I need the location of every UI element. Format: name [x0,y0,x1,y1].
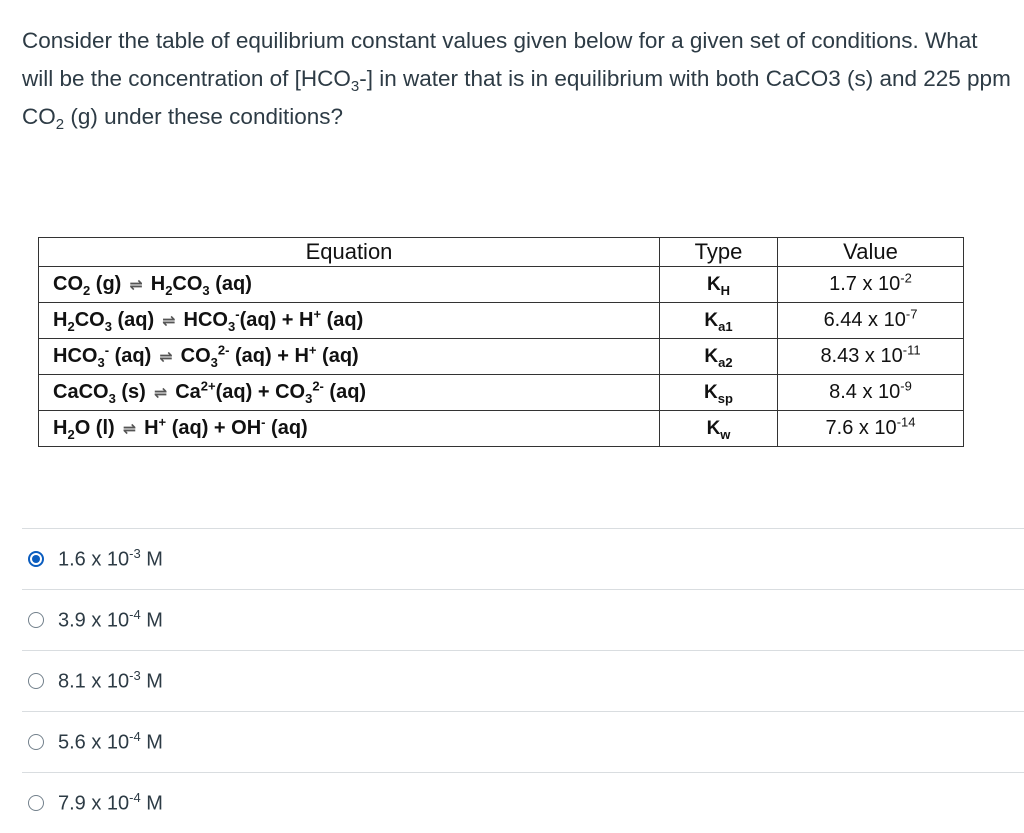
question-part-3: (g) under these conditions? [64,104,344,129]
radio-icon[interactable] [28,673,44,689]
question-text [22,22,1012,136]
question-part-1: Consider the table of equilibrium constant values given below for a given set of conditions. What will be the concentration of [HCO [22,28,978,91]
radio-selected-icon[interactable] [28,551,44,567]
answer-label: 5.6 x $10^{-4}$ M [58,729,163,754]
equation-cell: CaCO$_3$ (s) ⇌ $Ca^{2+}(aq) + CO_3^{2-}$ (aq) [39,375,660,411]
radio-icon[interactable] [28,612,44,628]
table-row [39,303,964,339]
equilibrium-arrow-icon: ⇌ [153,385,168,402]
equation-cell: $H_2CO_3$ (aq) ⇌ $HCO_3^-(aq) + H^+$ (aq) [39,303,660,339]
equilibrium-arrow-icon: ⇌ [159,349,173,366]
type-cell: $K_{sp}$ [660,375,778,411]
answer-option-2[interactable] [22,589,1024,650]
answer-option-3[interactable] [22,650,1024,711]
table-row [39,339,964,375]
value-cell: 8.43 x $10^{-11}$ [778,339,964,375]
radio-icon[interactable] [28,795,44,811]
table-row [39,411,964,447]
table-header-row [39,238,964,267]
equilibrium-arrow-icon: ⇌ [122,421,137,438]
answer-option-5[interactable] [22,772,1024,833]
equation-cell: $HCO_3^-$ (aq) ⇌ $CO_3^{2-}$ (aq) + H+ (aq) [39,339,660,375]
answer-option-1[interactable] [22,528,1024,589]
equation-cell: $CO_2$ (g) ⇌ $H_2CO_3$ (aq) [39,267,660,303]
header-equation: Equation [39,238,660,267]
equilibrium-arrow-icon: ⇌ [129,277,143,294]
answer-list [22,528,1024,833]
type-cell: $K_{a2}$ [660,339,778,375]
radio-icon[interactable] [28,734,44,750]
answer-label: 3.9 x $10^{-4}$ M [58,607,163,632]
table-row [39,375,964,411]
question-part-2: -] in water that is in equilibrium with both CaCO3 (s) and 225 ppm CO [22,66,1011,129]
equilibrium-table [38,237,964,447]
header-type: Type [660,238,778,267]
question-sub-1: 3 [350,78,360,95]
answer-label: 8.1 x $10^{-3}$ M [58,668,163,693]
value-cell: 7.6 x $10^{-14}$ [778,411,964,447]
type-cell: $K_w$ [660,411,778,447]
table-row [39,267,964,303]
answer-option-4[interactable] [22,711,1024,772]
value-cell: 1.7 x $10^{-2}$ [778,267,964,303]
equation-cell: $H_2O$ (l) ⇌ H+ (aq) + OH- (aq) [39,411,660,447]
value-cell: 6.44 x $10^{-7}$ [778,303,964,339]
type-cell: $K_{a1}$ [660,303,778,339]
header-value: Value [778,238,964,267]
type-cell: $K_H$ [660,267,778,303]
value-cell: 8.4 x $10^{-9}$ [778,375,964,411]
answer-label: 1.6 x $10^{-3}$ M [58,546,163,571]
equilibrium-arrow-icon: ⇌ [162,313,176,330]
question-sub-2: 2 [55,116,65,133]
answer-label: 7.9 x $10^{-4}$ M [58,790,163,815]
